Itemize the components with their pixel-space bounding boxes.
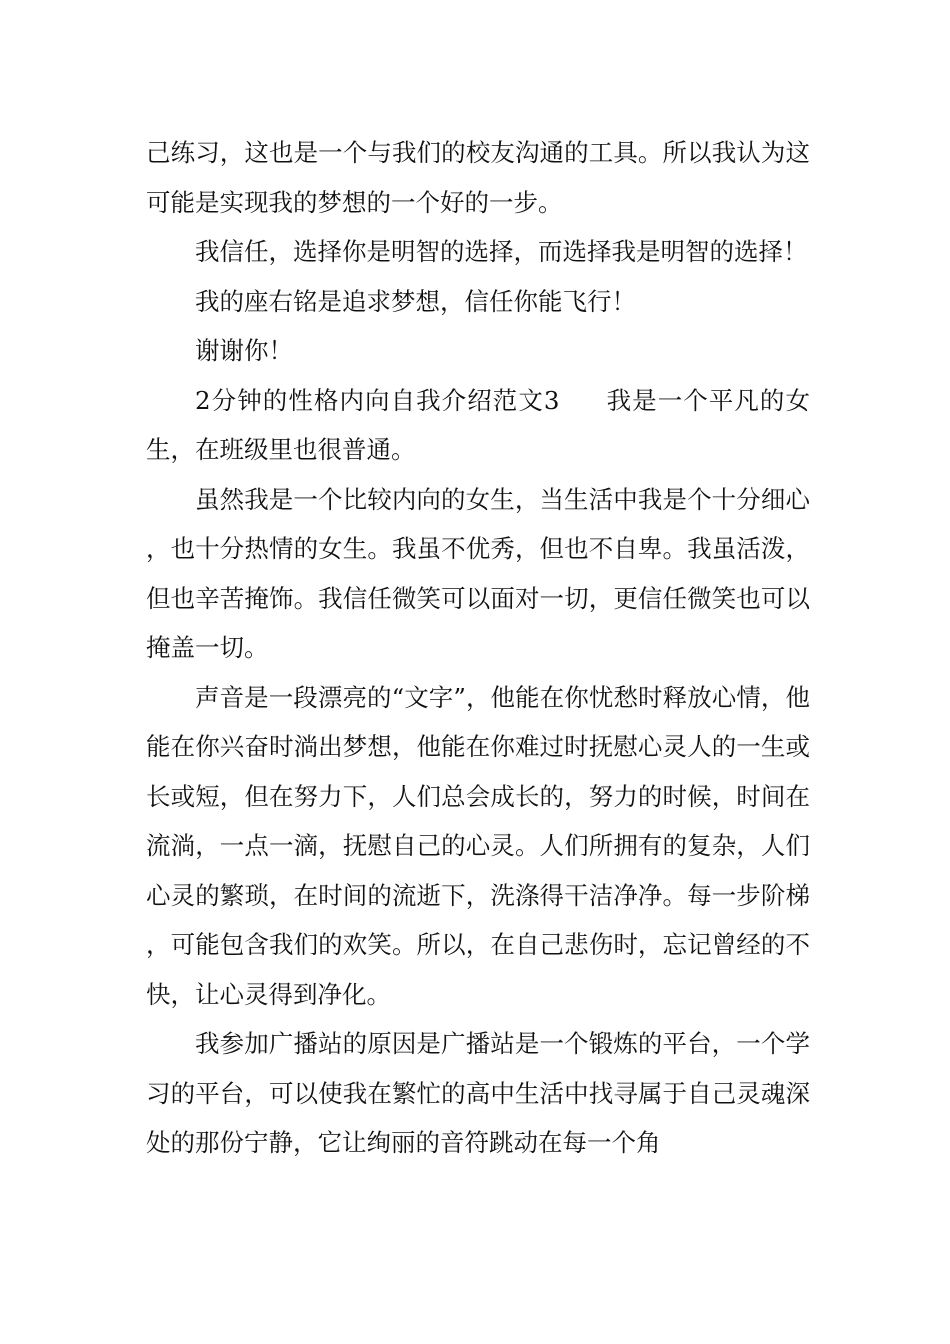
paragraph-6: 虽然我是一个比较内向的女生，当生活中我是个十分细心，也十分热情的女生。我虽不优秀，但也不自卑。我虽活泼，但也辛苦掩饰。我信任微笑可以面对一切，更信任微笑也可以掩盖一切。 bbox=[146, 484, 810, 662]
paragraph-8: 我参加广播站的原因是广播站是一个锻炼的平台，一个学习的平台，可以使我在繁忙的高中生活中找寻属于自己灵魂深处的那份宁静，它让绚丽的音符跳动在每一个角 bbox=[146, 1029, 810, 1157]
paragraph-5-text: 我是一个平凡的女生，在班级里也很普通。 bbox=[146, 385, 810, 464]
paragraph-2: 我信任，选择你是明智的选择，而选择我是明智的选择！ bbox=[195, 237, 808, 266]
section-heading: 2分钟的性格内向自我介绍范文3 bbox=[195, 385, 560, 415]
paragraph-7: 声音是一段漂亮的“文字”，他能在你忧愁时释放心情，他能在你兴奋时淌出梦想，他能在你难过时抚慰心灵人的一生或长或短，但在努力下，人们总会成长的，努力的时候，时间在流淌，一点一滴，抚慰自己的心灵。人们所拥有的复杂，人们心灵的繁琐，在时间的流逝下，洗涤得干洁净净。每一步阶梯，可能包含我们的欢笑。所以，在自己悲伤时，忘记曾经的不快，让心灵得到净化。 bbox=[146, 682, 810, 1009]
body-text bbox=[146, 128, 810, 1168]
paragraph-3: 我的座右铭是追求梦想，信任你能飞行！ bbox=[195, 286, 636, 316]
paragraph-5 bbox=[146, 376, 810, 475]
paragraph-4: 谢谢你！ bbox=[195, 336, 293, 365]
paragraph-1: 己练习，这也是一个与我们的校友沟通的工具。所以我认为这可能是实现我的梦想的一个好的一步。 bbox=[146, 138, 810, 217]
